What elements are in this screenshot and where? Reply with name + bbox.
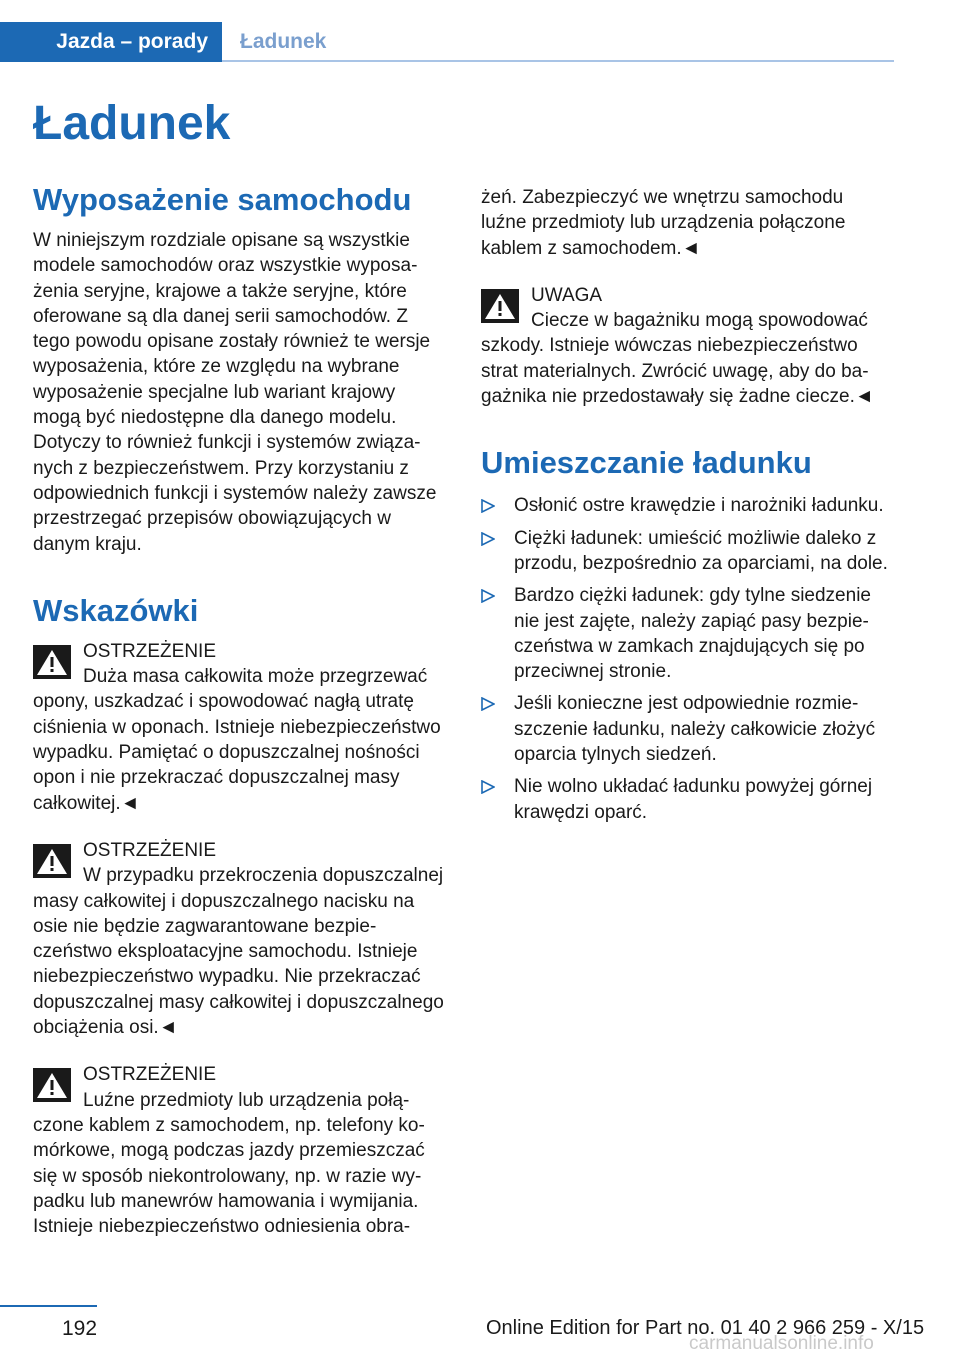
notice-text [481, 308, 893, 409]
warning-triangle-icon [33, 645, 71, 679]
list-item-text: Osłonić ostre krawędzie i narożniki ładunku. [514, 495, 884, 517]
warning-label: OSTRZEŻENIE [83, 1064, 217, 1086]
header-bar [0, 0, 960, 64]
warning-label: OSTRZEŻENIE [83, 640, 217, 662]
warning-triangle-icon [33, 1068, 71, 1102]
equipment-text: W niniejszym rozdziale opisane są wszystkie modele samochodów oraz wszystkie wyposażenia seryjne, krajowe a także seryjne, które oferowane są dla danej serii samochodów. Z tego powodu opisane zostały również te wersje wyposażenia, które ze względu na wybrane wyposażenie specjalne lub wariant krajowy mogą być niedostępne dla danego modelu. Dotyczy to również funkcji i systemów związanych z bezpieczeństwem. Przy korzystaniu z odpowiednich funkcji i systemów należy zawsze przestrzegać przepisów obowiązujących w danym kraju. [33, 230, 437, 555]
list-item-text: Ciężki ładunek: umieścić możliwie daleko z przodu, bezpośrednio za oparciami, na dole. [514, 527, 888, 574]
notice-block [481, 283, 893, 409]
heading-equipment: Wyposażenie samochodu [33, 182, 412, 217]
warning-block [33, 639, 445, 816]
list-item [481, 691, 893, 767]
warning-block [33, 1062, 445, 1239]
warning-text [33, 664, 445, 816]
list-item [481, 493, 893, 518]
tab-section[interactable]: Jazda – porady [0, 22, 222, 62]
warning-text-continued: żeń. Zabezpieczyć we wnętrzu samochodu luźne przedmioty lub urządzenia połączone kablem z samochodem.◄ [481, 187, 846, 259]
bullet-triangle-icon [481, 589, 495, 603]
heading-placement: Umieszczanie ładunku [481, 445, 812, 481]
placement-list [481, 493, 893, 825]
tab-subsection[interactable]: Ładunek [240, 30, 327, 53]
warning-block [33, 838, 445, 1040]
bullet-triangle-icon [481, 697, 495, 711]
list-item [481, 526, 893, 577]
warning-triangle-icon [33, 844, 71, 878]
list-item-text: Jeśli konieczne jest odpowiednie rozmieszczenie ładunku, należy całkowicie złożyć oparcia tylnych siedzeń. [514, 693, 876, 766]
footer-rule [0, 1305, 97, 1307]
warning-text-content: Luźne przedmioty lub urządzenia połączone kablem z samochodem, np. telefony komórkowe, mogą podczas jazdy przemieszczać się w sposób niekontrolowany, np. w razie wypadku lub manewrów hamowania i wymijania. Istnieje niebezpieczeństwo odniesienia obra- [33, 1089, 425, 1238]
bullet-triangle-icon [481, 499, 495, 513]
list-item-text: Bardzo ciężki ładunek: gdy tylne siedzenie nie jest zajęte, należy zapiąć pasy bezpieczeństwa w zamkach znajdujących się po przeciwnej stronie. [514, 585, 871, 683]
bullet-triangle-icon [481, 780, 495, 794]
heading-tips: Wskazówki [33, 592, 199, 628]
list-item [481, 774, 893, 825]
notice-text-content: Ciecze w bagażniku mogą spowodować szkody. Istnieje wówczas niebezpieczeństwo strat materialnych. Zwrócić uwagę, aby do bagażnika nie przedostawały się żadne ciecze.◄ [481, 310, 874, 408]
list-item [481, 583, 893, 684]
bullet-triangle-icon [481, 532, 495, 546]
watermark: carmanualsonline.info [689, 1333, 874, 1354]
right-column [481, 185, 893, 832]
warning-text-content: Duża masa całkowita może przegrzewać opony, uszkadzać i spowodować nagłą utratę ciśnienia w oponach. Istnieje niebezpieczeństwo wypadku. Pamiętać o dopuszczalnej nośności opon i nie przekraczać dopuszczalnej masy całkowitej.◄ [33, 666, 441, 814]
left-column [33, 180, 445, 1239]
notice-label: UWAGA [531, 284, 603, 306]
warning-text [33, 1088, 445, 1240]
warning-text [33, 863, 445, 1040]
edition-note: Online Edition for Part no. 01 40 2 966 259 - X/15 [486, 1317, 925, 1339]
list-item-text: Nie wolno układać ładunku powyżej górnej krawędzi oparć. [514, 776, 873, 823]
warning-text-content: W przypadku przekroczenia dopuszczalnej masy całkowitej i dopuszczalnego nacisku na osie nie będzie zagwarantowane bezpieczeństwo eksploatacyjne samochodu. Istnieje niebezpieczeństwo wypadku. Nie przekraczać dopuszczalnej masy całkowitej i dopuszczalnego obciążenia osi.◄ [33, 865, 444, 1039]
warning-label: OSTRZEŻENIE [83, 839, 217, 861]
page-title: Ładunek [33, 97, 231, 150]
page-number: 192 [62, 1317, 98, 1340]
notice-triangle-icon [481, 289, 519, 323]
